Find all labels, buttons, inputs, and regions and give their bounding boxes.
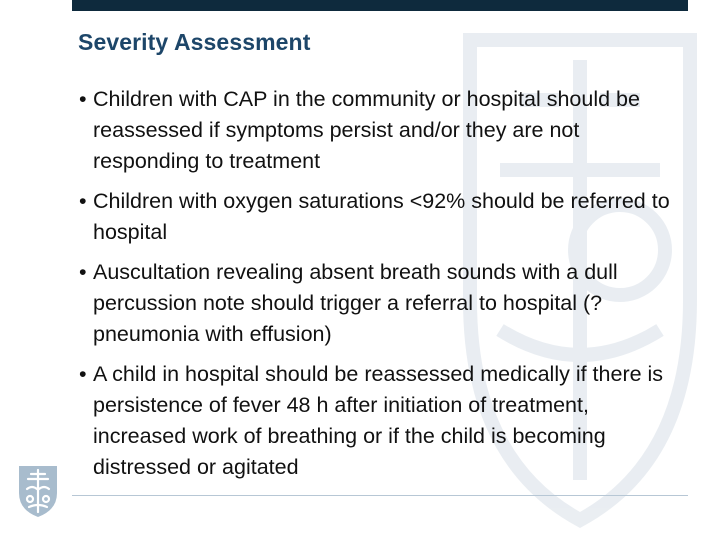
top-accent-bar [72,0,688,11]
bottom-divider [72,495,688,496]
bullet-item: • Auscultation revealing absent breath sounds with a dull percussion note should trigger a referral to hospital (? pneumonia with effusion) [76,257,686,350]
bullet-list [76,84,686,492]
college-crest-logo-icon [16,463,60,519]
slide-title: Severity Assessment [78,29,311,55]
bullet-item: • A child in hospital should be reassessed medically if there is persistence of fever 48 h after initiation of treatment, increased work of breathing or if the child is becoming distressed or agitated [76,359,686,483]
bullet-item: • Children with CAP in the community or hospital should be reassessed if symptoms persist and/or they are not responding to treatment [76,84,686,177]
bullet-item: • Children with oxygen saturations <92% should be referred to hospital [76,186,686,248]
